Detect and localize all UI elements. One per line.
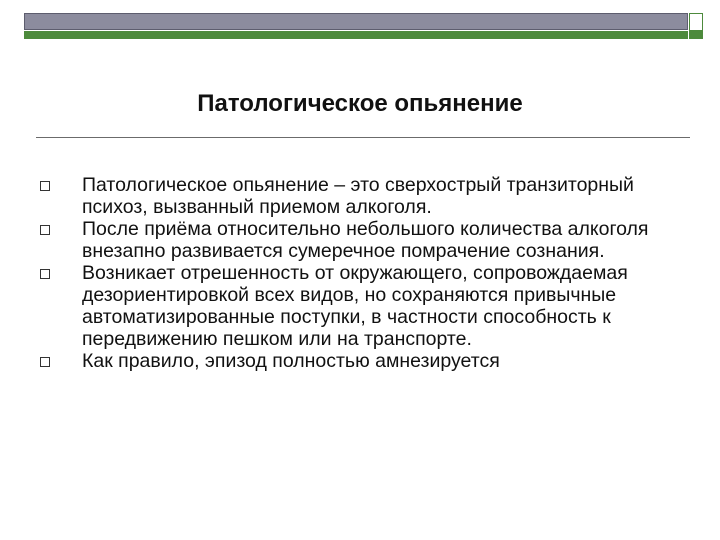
corner-square <box>689 13 703 31</box>
hollow-square-icon <box>40 269 50 279</box>
bullet-item <box>40 218 690 262</box>
bullet-item <box>40 350 690 372</box>
header-bar-gray <box>24 13 688 30</box>
title-divider <box>36 137 690 138</box>
header-bar-green <box>24 31 688 39</box>
bullet-item <box>40 262 690 350</box>
bullet-text: Патологическое опьянение – это сверхострый транзиторный психоз, вызванный приемом алкоголя. <box>82 174 634 218</box>
hollow-square-icon <box>40 181 50 191</box>
hollow-square-icon <box>40 357 50 367</box>
corner-green-block <box>689 31 703 39</box>
hollow-square-icon <box>40 225 50 235</box>
bullet-item <box>40 174 690 218</box>
bullet-list <box>40 174 690 372</box>
bullet-text: После приёма относительно небольшого количества алкоголя внезапно развивается сумеречное помрачение сознания. <box>82 218 649 262</box>
slide-title: Патологическое опьянение <box>197 90 523 117</box>
bullet-text: Как правило, эпизод полностью амнезируется <box>82 350 500 372</box>
corner-decoration <box>689 13 705 39</box>
bullet-text: Возникает отрешенность от окружающего, сопровождаемая дезориентировкой всех видов, но сохраняются привычные автоматизированные поступки, в частности способность к передвижению пешком или на транспорте. <box>82 262 628 350</box>
